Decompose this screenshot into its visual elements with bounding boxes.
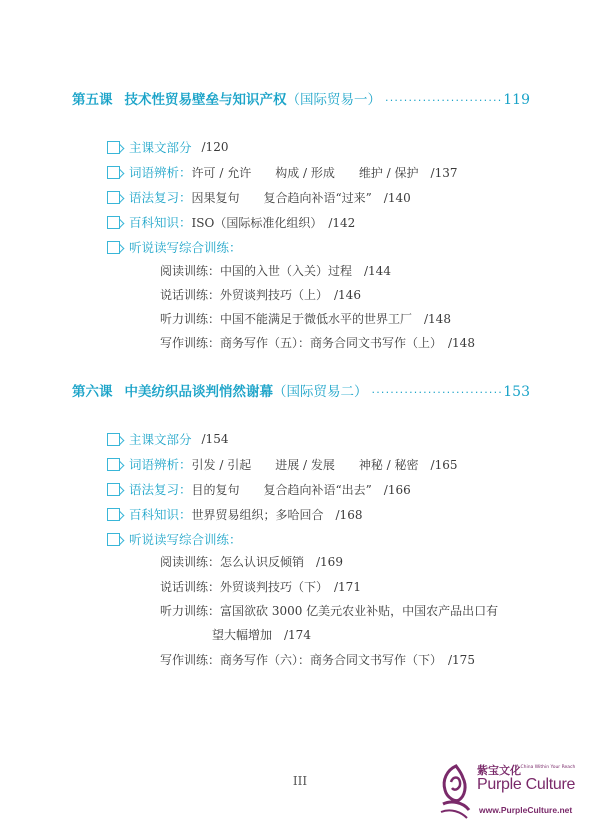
checkbox-arrow-icon xyxy=(107,458,120,471)
training-speaking[interactable]: 说话训练：外贸谈判技巧（下） /171 xyxy=(160,580,361,594)
training-speaking[interactable]: 说话训练：外贸谈判技巧（上） /146 xyxy=(160,288,361,302)
entry-text: 许可 / 允许 构成 / 形成 维护 / 保护 /137 xyxy=(191,165,458,180)
leader-dots xyxy=(372,386,502,399)
entry-label: 语法复习： xyxy=(129,190,192,205)
training-writing[interactable]: 写作训练：商务写作（六）：商务合同文书写作（下） /175 xyxy=(160,653,475,667)
entry-label: 听说读写综合训练： xyxy=(129,532,242,547)
toc-entry-grammar[interactable] xyxy=(107,188,411,206)
lesson-page-number: 119 xyxy=(503,92,530,108)
entry-label: 词语辨析： xyxy=(129,457,192,472)
checkbox-arrow-icon xyxy=(107,483,120,496)
toc-entry-grammar[interactable] xyxy=(107,480,411,498)
entry-label: 百科知识： xyxy=(129,215,192,230)
checkbox-arrow-icon xyxy=(107,191,120,204)
leader-dots xyxy=(385,94,501,107)
training-reading[interactable]: 阅读训练：怎么认识反倾销 /169 xyxy=(160,555,343,569)
purple-culture-watermark xyxy=(437,760,597,832)
checkbox-arrow-icon xyxy=(107,241,120,254)
checkbox-arrow-icon xyxy=(107,533,120,546)
watermark-english: Purple Culture xyxy=(477,776,576,793)
lesson-subtitle: （国际贸易一） xyxy=(286,92,381,108)
lesson-subtitle: （国际贸易二） xyxy=(273,384,368,400)
lesson-title: 中美纺织品谈判悄然谢幕 xyxy=(124,384,273,400)
watermark-url: www.PurpleCulture.net xyxy=(479,805,573,815)
training-listening-continued: 望大幅增加 /174 xyxy=(212,628,311,642)
checkbox-arrow-icon xyxy=(107,433,120,446)
entry-text: 世界贸易组织；多哈回合 /168 xyxy=(191,507,363,522)
toc-entry-main-text[interactable] xyxy=(107,430,228,448)
entry-label: 百科知识： xyxy=(129,507,192,522)
toc-entry-integrated-training[interactable] xyxy=(107,530,242,548)
toc-entry-vocabulary[interactable] xyxy=(107,163,457,181)
entry-label: 听说读写综合训练： xyxy=(129,240,242,255)
entry-text: /120 xyxy=(201,140,229,154)
training-reading[interactable]: 阅读训练：中国的入世（入关）过程 /144 xyxy=(160,264,391,278)
entry-label: 主课文部分 xyxy=(129,432,192,447)
checkbox-arrow-icon xyxy=(107,216,120,229)
checkbox-arrow-icon xyxy=(107,166,120,179)
entry-text: /154 xyxy=(201,432,229,446)
lesson-number: 第五课 xyxy=(72,92,113,108)
checkbox-arrow-icon xyxy=(107,508,120,521)
page-numeral: III xyxy=(292,774,308,788)
training-writing[interactable]: 写作训练：商务写作（五）：商务合同文书写作（上） /148 xyxy=(160,336,475,350)
flower-logo-icon xyxy=(437,760,475,824)
entry-text: 因果复句 复合趋向补语“过来” /140 xyxy=(191,190,411,205)
lesson-number: 第六课 xyxy=(72,384,113,400)
toc-entry-encyclopedia[interactable] xyxy=(107,505,362,523)
entry-label: 词语辨析： xyxy=(129,165,192,180)
toc-entry-main-text[interactable] xyxy=(107,138,228,156)
checkbox-arrow-icon xyxy=(107,141,120,154)
training-listening[interactable]: 听力训练：中国不能满足于微低水平的世界工厂 /148 xyxy=(160,312,451,326)
lesson-page-number: 153 xyxy=(503,384,530,400)
lesson-5-heading[interactable] xyxy=(72,88,530,108)
watermark-tagline: A China Within Your Reach xyxy=(516,765,576,770)
toc-entry-vocabulary[interactable] xyxy=(107,455,457,473)
toc-entry-integrated-training[interactable] xyxy=(107,238,242,256)
training-listening[interactable]: 听力训练：富国欲砍 3000 亿美元农业补贴，中国农产品出口有 xyxy=(160,604,499,618)
entry-text: 目的复句 复合趋向补语“出去” /166 xyxy=(191,482,411,497)
watermark-chinese: 紫宝文化 xyxy=(477,764,521,777)
entry-label: 语法复习： xyxy=(129,482,192,497)
lesson-6-heading[interactable] xyxy=(72,380,530,400)
lesson-title: 技术性贸易壁垒与知识产权 xyxy=(124,92,287,108)
toc-entry-encyclopedia[interactable] xyxy=(107,213,355,231)
entry-text: ISO（国际标准化组织） /142 xyxy=(191,215,356,230)
entry-text: 引发 / 引起 进展 / 发展 神秘 / 秘密 /165 xyxy=(191,457,458,472)
entry-label: 主课文部分 xyxy=(129,140,192,155)
